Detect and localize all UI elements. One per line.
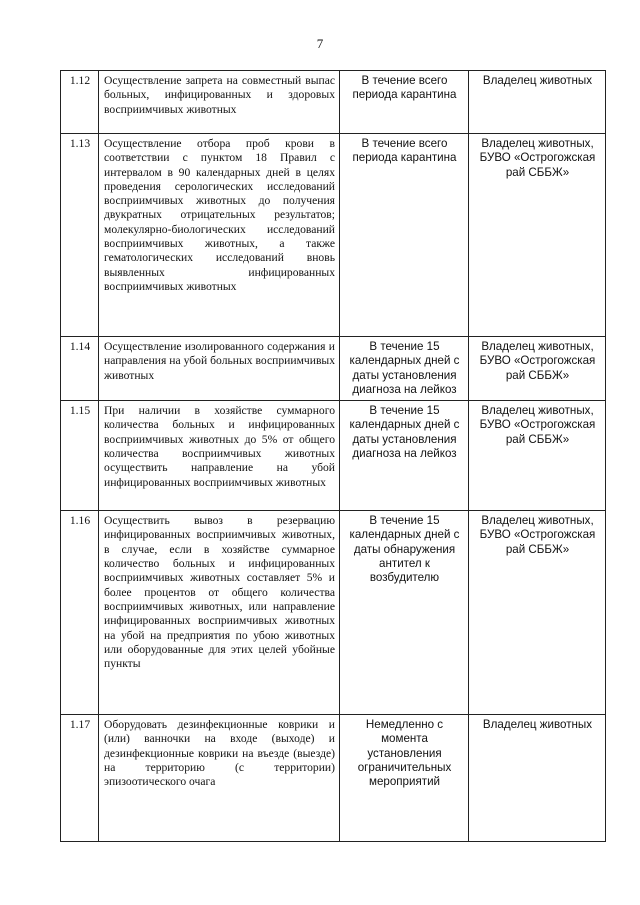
- deadline-text: В течение 15 календарных дней с даты обнаружения антител к возбудителю: [340, 511, 469, 715]
- responsible-text: Владелец животных, БУВО «Острогожская рай СББЖ»: [469, 134, 606, 337]
- table-row: [61, 134, 606, 337]
- deadline-text: Немедленно с момента установления ограничительных мероприятий: [340, 715, 469, 842]
- row-number: 1.12: [61, 71, 99, 134]
- deadline-text: В течение всего периода карантина: [340, 134, 469, 337]
- responsible-text: Владелец животных: [469, 715, 606, 842]
- deadline-text: В течение 15 календарных дней с даты установления диагноза на лейкоз: [340, 401, 469, 511]
- measure-text: Осуществление запрета на совместный выпас больных, инфицированных и здоровых восприимчивых животных: [99, 71, 340, 134]
- row-number: 1.16: [61, 511, 99, 715]
- responsible-text: Владелец животных, БУВО «Острогожская рай СББЖ»: [469, 401, 606, 511]
- measure-text: Оборудовать дезинфекционные коврики и (или) ванночки на входе (выходе) и дезинфекционные коврики на въезде (выезде) на территорию (с территории) эпизоотического очага: [99, 715, 340, 842]
- row-number: 1.13: [61, 134, 99, 337]
- table-row: [61, 715, 606, 842]
- row-number: 1.15: [61, 401, 99, 511]
- table-row: [61, 401, 606, 511]
- measure-text: Осуществление отбора проб крови в соответствии с пунктом 18 Правил с интервалом в 90 календарных дней в целях проведения серологических исследований восприимчивых животных до получения двукратных отрицательных результатов; молекулярно-биологических исследований восприимчивых животных, а также гематологических исследований вновь выявленных инфицированных восприимчивых животных: [99, 134, 340, 337]
- measure-text: Осуществить вывоз в резервацию инфицированных восприимчивых животных, в случае, если в хозяйстве суммарное количество больных и инфицированных восприимчивых животных составляет 5% и более процентов от общего количества восприимчивых животных, или направление инфицированных восприимчивых животных на убой на предприятия по убою животных или оборудованные для этих целей убойные пункты: [99, 511, 340, 715]
- deadline-text: В течение всего периода карантина: [340, 71, 469, 134]
- table-row: [61, 337, 606, 401]
- row-number: 1.14: [61, 337, 99, 401]
- page-number: 7: [316, 36, 324, 51]
- table-row: [61, 511, 606, 715]
- responsible-text: Владелец животных, БУВО «Острогожская рай СББЖ»: [469, 337, 606, 401]
- measures-table: [60, 70, 606, 842]
- responsible-text: Владелец животных, БУВО «Острогожская рай СББЖ»: [469, 511, 606, 715]
- row-number: 1.17: [61, 715, 99, 842]
- measure-text: Осуществление изолированного содержания и направления на убой больных восприимчивых животных: [99, 337, 340, 401]
- responsible-text: Владелец животных: [469, 71, 606, 134]
- table-row: [61, 71, 606, 134]
- measure-text: При наличии в хозяйстве суммарного количества больных и инфицированных восприимчивых животных до 5% от общего количества восприимчивых животных осуществить направление на убой инфицированных восприимчивых животных: [99, 401, 340, 511]
- deadline-text: В течение 15 календарных дней с даты установления диагноза на лейкоз: [340, 337, 469, 401]
